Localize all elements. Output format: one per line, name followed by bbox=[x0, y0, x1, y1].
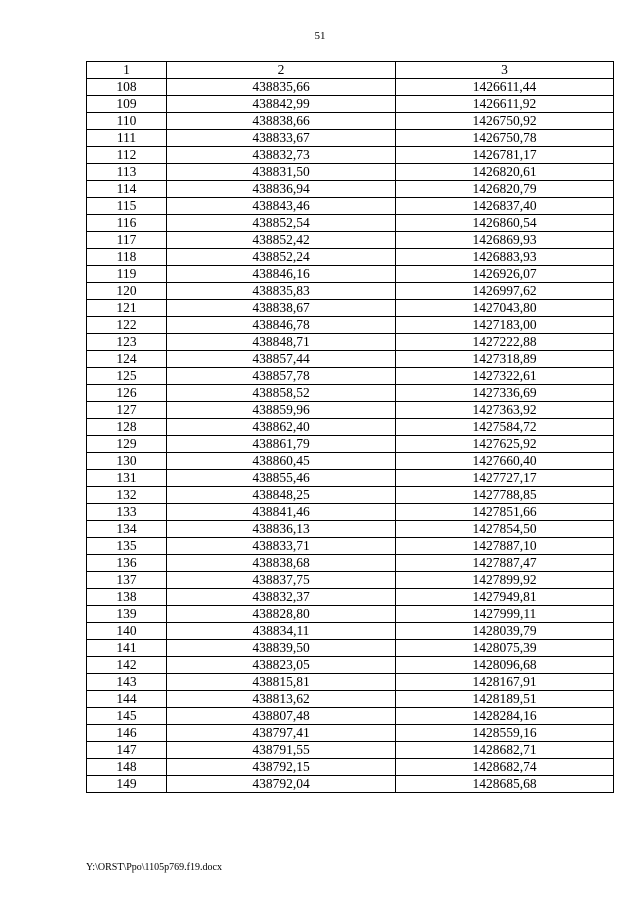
table-row bbox=[87, 283, 614, 300]
y-coordinate-cell: 1427887,47 bbox=[396, 555, 614, 572]
page-number: 51 bbox=[314, 30, 326, 42]
y-coordinate-cell: 1427788,85 bbox=[396, 487, 614, 504]
column-header-3: 3 bbox=[396, 62, 614, 79]
point-number-cell: 121 bbox=[87, 300, 167, 317]
table-row bbox=[87, 470, 614, 487]
y-coordinate-cell: 1427854,50 bbox=[396, 521, 614, 538]
point-number-cell: 113 bbox=[87, 164, 167, 181]
y-coordinate-cell: 1427584,72 bbox=[396, 419, 614, 436]
x-coordinate-cell: 438828,80 bbox=[167, 606, 396, 623]
point-number-cell: 123 bbox=[87, 334, 167, 351]
y-coordinate-cell: 1426869,93 bbox=[396, 232, 614, 249]
table-row bbox=[87, 147, 614, 164]
point-number-cell: 124 bbox=[87, 351, 167, 368]
x-coordinate-cell: 438836,94 bbox=[167, 181, 396, 198]
table-row bbox=[87, 96, 614, 113]
y-coordinate-cell: 1426781,17 bbox=[396, 147, 614, 164]
x-coordinate-cell: 438838,67 bbox=[167, 300, 396, 317]
y-coordinate-cell: 1426926,07 bbox=[396, 266, 614, 283]
point-number-cell: 108 bbox=[87, 79, 167, 96]
x-coordinate-cell: 438848,25 bbox=[167, 487, 396, 504]
x-coordinate-cell: 438855,46 bbox=[167, 470, 396, 487]
y-coordinate-cell: 1428682,71 bbox=[396, 742, 614, 759]
table-body bbox=[87, 79, 614, 793]
x-coordinate-cell: 438842,99 bbox=[167, 96, 396, 113]
table-row bbox=[87, 589, 614, 606]
table-row bbox=[87, 453, 614, 470]
x-coordinate-cell: 438846,16 bbox=[167, 266, 396, 283]
table-row bbox=[87, 623, 614, 640]
y-coordinate-cell: 1427899,92 bbox=[396, 572, 614, 589]
x-coordinate-cell: 438841,46 bbox=[167, 504, 396, 521]
table-row bbox=[87, 79, 614, 96]
point-number-cell: 133 bbox=[87, 504, 167, 521]
y-coordinate-cell: 1427851,66 bbox=[396, 504, 614, 521]
y-coordinate-cell: 1427727,17 bbox=[396, 470, 614, 487]
point-number-cell: 134 bbox=[87, 521, 167, 538]
x-coordinate-cell: 438833,67 bbox=[167, 130, 396, 147]
x-coordinate-cell: 438857,78 bbox=[167, 368, 396, 385]
point-number-cell: 122 bbox=[87, 317, 167, 334]
y-coordinate-cell: 1428039,79 bbox=[396, 623, 614, 640]
table-row bbox=[87, 317, 614, 334]
point-number-cell: 116 bbox=[87, 215, 167, 232]
y-coordinate-cell: 1428167,91 bbox=[396, 674, 614, 691]
y-coordinate-cell: 1427183,00 bbox=[396, 317, 614, 334]
y-coordinate-cell: 1428284,16 bbox=[396, 708, 614, 725]
y-coordinate-cell: 1426997,62 bbox=[396, 283, 614, 300]
x-coordinate-cell: 438861,79 bbox=[167, 436, 396, 453]
x-coordinate-cell: 438791,55 bbox=[167, 742, 396, 759]
point-number-cell: 111 bbox=[87, 130, 167, 147]
y-coordinate-cell: 1427336,69 bbox=[396, 385, 614, 402]
point-number-cell: 140 bbox=[87, 623, 167, 640]
x-coordinate-cell: 438835,66 bbox=[167, 79, 396, 96]
point-number-cell: 146 bbox=[87, 725, 167, 742]
point-number-cell: 144 bbox=[87, 691, 167, 708]
point-number-cell: 125 bbox=[87, 368, 167, 385]
table-row bbox=[87, 572, 614, 589]
point-number-cell: 149 bbox=[87, 776, 167, 793]
point-number-cell: 143 bbox=[87, 674, 167, 691]
point-number-cell: 127 bbox=[87, 402, 167, 419]
x-coordinate-cell: 438838,66 bbox=[167, 113, 396, 130]
point-number-cell: 135 bbox=[87, 538, 167, 555]
x-coordinate-cell: 438807,48 bbox=[167, 708, 396, 725]
x-coordinate-cell: 438833,71 bbox=[167, 538, 396, 555]
point-number-cell: 119 bbox=[87, 266, 167, 283]
point-number-cell: 130 bbox=[87, 453, 167, 470]
y-coordinate-cell: 1426820,79 bbox=[396, 181, 614, 198]
y-coordinate-cell: 1426611,44 bbox=[396, 79, 614, 96]
y-coordinate-cell: 1427318,89 bbox=[396, 351, 614, 368]
table-row bbox=[87, 385, 614, 402]
point-number-cell: 117 bbox=[87, 232, 167, 249]
point-number-cell: 110 bbox=[87, 113, 167, 130]
table-row bbox=[87, 538, 614, 555]
x-coordinate-cell: 438860,45 bbox=[167, 453, 396, 470]
table-row bbox=[87, 555, 614, 572]
point-number-cell: 148 bbox=[87, 759, 167, 776]
table-row bbox=[87, 776, 614, 793]
point-number-cell: 132 bbox=[87, 487, 167, 504]
table-row bbox=[87, 181, 614, 198]
x-coordinate-cell: 438834,11 bbox=[167, 623, 396, 640]
y-coordinate-cell: 1428559,16 bbox=[396, 725, 614, 742]
y-coordinate-cell: 1426883,93 bbox=[396, 249, 614, 266]
table-row bbox=[87, 419, 614, 436]
y-coordinate-cell: 1427322,61 bbox=[396, 368, 614, 385]
y-coordinate-cell: 1427625,92 bbox=[396, 436, 614, 453]
point-number-cell: 129 bbox=[87, 436, 167, 453]
point-number-cell: 120 bbox=[87, 283, 167, 300]
x-coordinate-cell: 438831,50 bbox=[167, 164, 396, 181]
table-row bbox=[87, 351, 614, 368]
point-number-cell: 141 bbox=[87, 640, 167, 657]
y-coordinate-cell: 1427363,92 bbox=[396, 402, 614, 419]
table-row bbox=[87, 725, 614, 742]
table-row bbox=[87, 164, 614, 181]
point-number-cell: 137 bbox=[87, 572, 167, 589]
y-coordinate-cell: 1427043,80 bbox=[396, 300, 614, 317]
y-coordinate-cell: 1426750,92 bbox=[396, 113, 614, 130]
point-number-cell: 138 bbox=[87, 589, 167, 606]
y-coordinate-cell: 1427660,40 bbox=[396, 453, 614, 470]
point-number-cell: 139 bbox=[87, 606, 167, 623]
point-number-cell: 126 bbox=[87, 385, 167, 402]
x-coordinate-cell: 438846,78 bbox=[167, 317, 396, 334]
table-row bbox=[87, 334, 614, 351]
y-coordinate-cell: 1427887,10 bbox=[396, 538, 614, 555]
y-coordinate-cell: 1426750,78 bbox=[396, 130, 614, 147]
table-row bbox=[87, 402, 614, 419]
x-coordinate-cell: 438792,15 bbox=[167, 759, 396, 776]
x-coordinate-cell: 438815,81 bbox=[167, 674, 396, 691]
y-coordinate-cell: 1426820,61 bbox=[396, 164, 614, 181]
point-number-cell: 118 bbox=[87, 249, 167, 266]
table-row bbox=[87, 215, 614, 232]
table-row bbox=[87, 487, 614, 504]
y-coordinate-cell: 1427949,81 bbox=[396, 589, 614, 606]
x-coordinate-cell: 438835,83 bbox=[167, 283, 396, 300]
x-coordinate-cell: 438823,05 bbox=[167, 657, 396, 674]
table-row bbox=[87, 521, 614, 538]
column-header-1: 1 bbox=[87, 62, 167, 79]
table-row bbox=[87, 113, 614, 130]
y-coordinate-cell: 1428075,39 bbox=[396, 640, 614, 657]
y-coordinate-cell: 1426860,54 bbox=[396, 215, 614, 232]
table-row bbox=[87, 249, 614, 266]
y-coordinate-cell: 1428682,74 bbox=[396, 759, 614, 776]
table-row bbox=[87, 742, 614, 759]
table-row bbox=[87, 606, 614, 623]
y-coordinate-cell: 1427222,88 bbox=[396, 334, 614, 351]
table-row bbox=[87, 436, 614, 453]
coordinates-table bbox=[86, 61, 614, 793]
point-number-cell: 115 bbox=[87, 198, 167, 215]
x-coordinate-cell: 438862,40 bbox=[167, 419, 396, 436]
table-row bbox=[87, 300, 614, 317]
y-coordinate-cell: 1426837,40 bbox=[396, 198, 614, 215]
point-number-cell: 142 bbox=[87, 657, 167, 674]
point-number-cell: 112 bbox=[87, 147, 167, 164]
table-row bbox=[87, 640, 614, 657]
point-number-cell: 145 bbox=[87, 708, 167, 725]
table-row bbox=[87, 232, 614, 249]
point-number-cell: 136 bbox=[87, 555, 167, 572]
x-coordinate-cell: 438792,04 bbox=[167, 776, 396, 793]
x-coordinate-cell: 438838,68 bbox=[167, 555, 396, 572]
y-coordinate-cell: 1426611,92 bbox=[396, 96, 614, 113]
x-coordinate-cell: 438832,73 bbox=[167, 147, 396, 164]
x-coordinate-cell: 438852,42 bbox=[167, 232, 396, 249]
table-row bbox=[87, 691, 614, 708]
x-coordinate-cell: 438843,46 bbox=[167, 198, 396, 215]
table-row bbox=[87, 266, 614, 283]
column-header-2: 2 bbox=[167, 62, 396, 79]
y-coordinate-cell: 1428096,68 bbox=[396, 657, 614, 674]
y-coordinate-cell: 1428685,68 bbox=[396, 776, 614, 793]
table-row bbox=[87, 198, 614, 215]
table-row bbox=[87, 130, 614, 147]
point-number-cell: 147 bbox=[87, 742, 167, 759]
x-coordinate-cell: 438837,75 bbox=[167, 572, 396, 589]
point-number-cell: 109 bbox=[87, 96, 167, 113]
y-coordinate-cell: 1428189,51 bbox=[396, 691, 614, 708]
x-coordinate-cell: 438858,52 bbox=[167, 385, 396, 402]
point-number-cell: 131 bbox=[87, 470, 167, 487]
table-row bbox=[87, 368, 614, 385]
x-coordinate-cell: 438852,24 bbox=[167, 249, 396, 266]
table-header-row bbox=[87, 62, 614, 79]
point-number-cell: 114 bbox=[87, 181, 167, 198]
point-number-cell: 128 bbox=[87, 419, 167, 436]
y-coordinate-cell: 1427999,11 bbox=[396, 606, 614, 623]
table-row bbox=[87, 708, 614, 725]
x-coordinate-cell: 438857,44 bbox=[167, 351, 396, 368]
table-row bbox=[87, 504, 614, 521]
x-coordinate-cell: 438836,13 bbox=[167, 521, 396, 538]
table-row bbox=[87, 759, 614, 776]
x-coordinate-cell: 438848,71 bbox=[167, 334, 396, 351]
x-coordinate-cell: 438852,54 bbox=[167, 215, 396, 232]
x-coordinate-cell: 438832,37 bbox=[167, 589, 396, 606]
x-coordinate-cell: 438797,41 bbox=[167, 725, 396, 742]
document-file-path: Y:\ORST\Ppo\1105p769.f19.docx bbox=[86, 862, 222, 873]
x-coordinate-cell: 438859,96 bbox=[167, 402, 396, 419]
table-row bbox=[87, 657, 614, 674]
x-coordinate-cell: 438839,50 bbox=[167, 640, 396, 657]
table-row bbox=[87, 674, 614, 691]
x-coordinate-cell: 438813,62 bbox=[167, 691, 396, 708]
